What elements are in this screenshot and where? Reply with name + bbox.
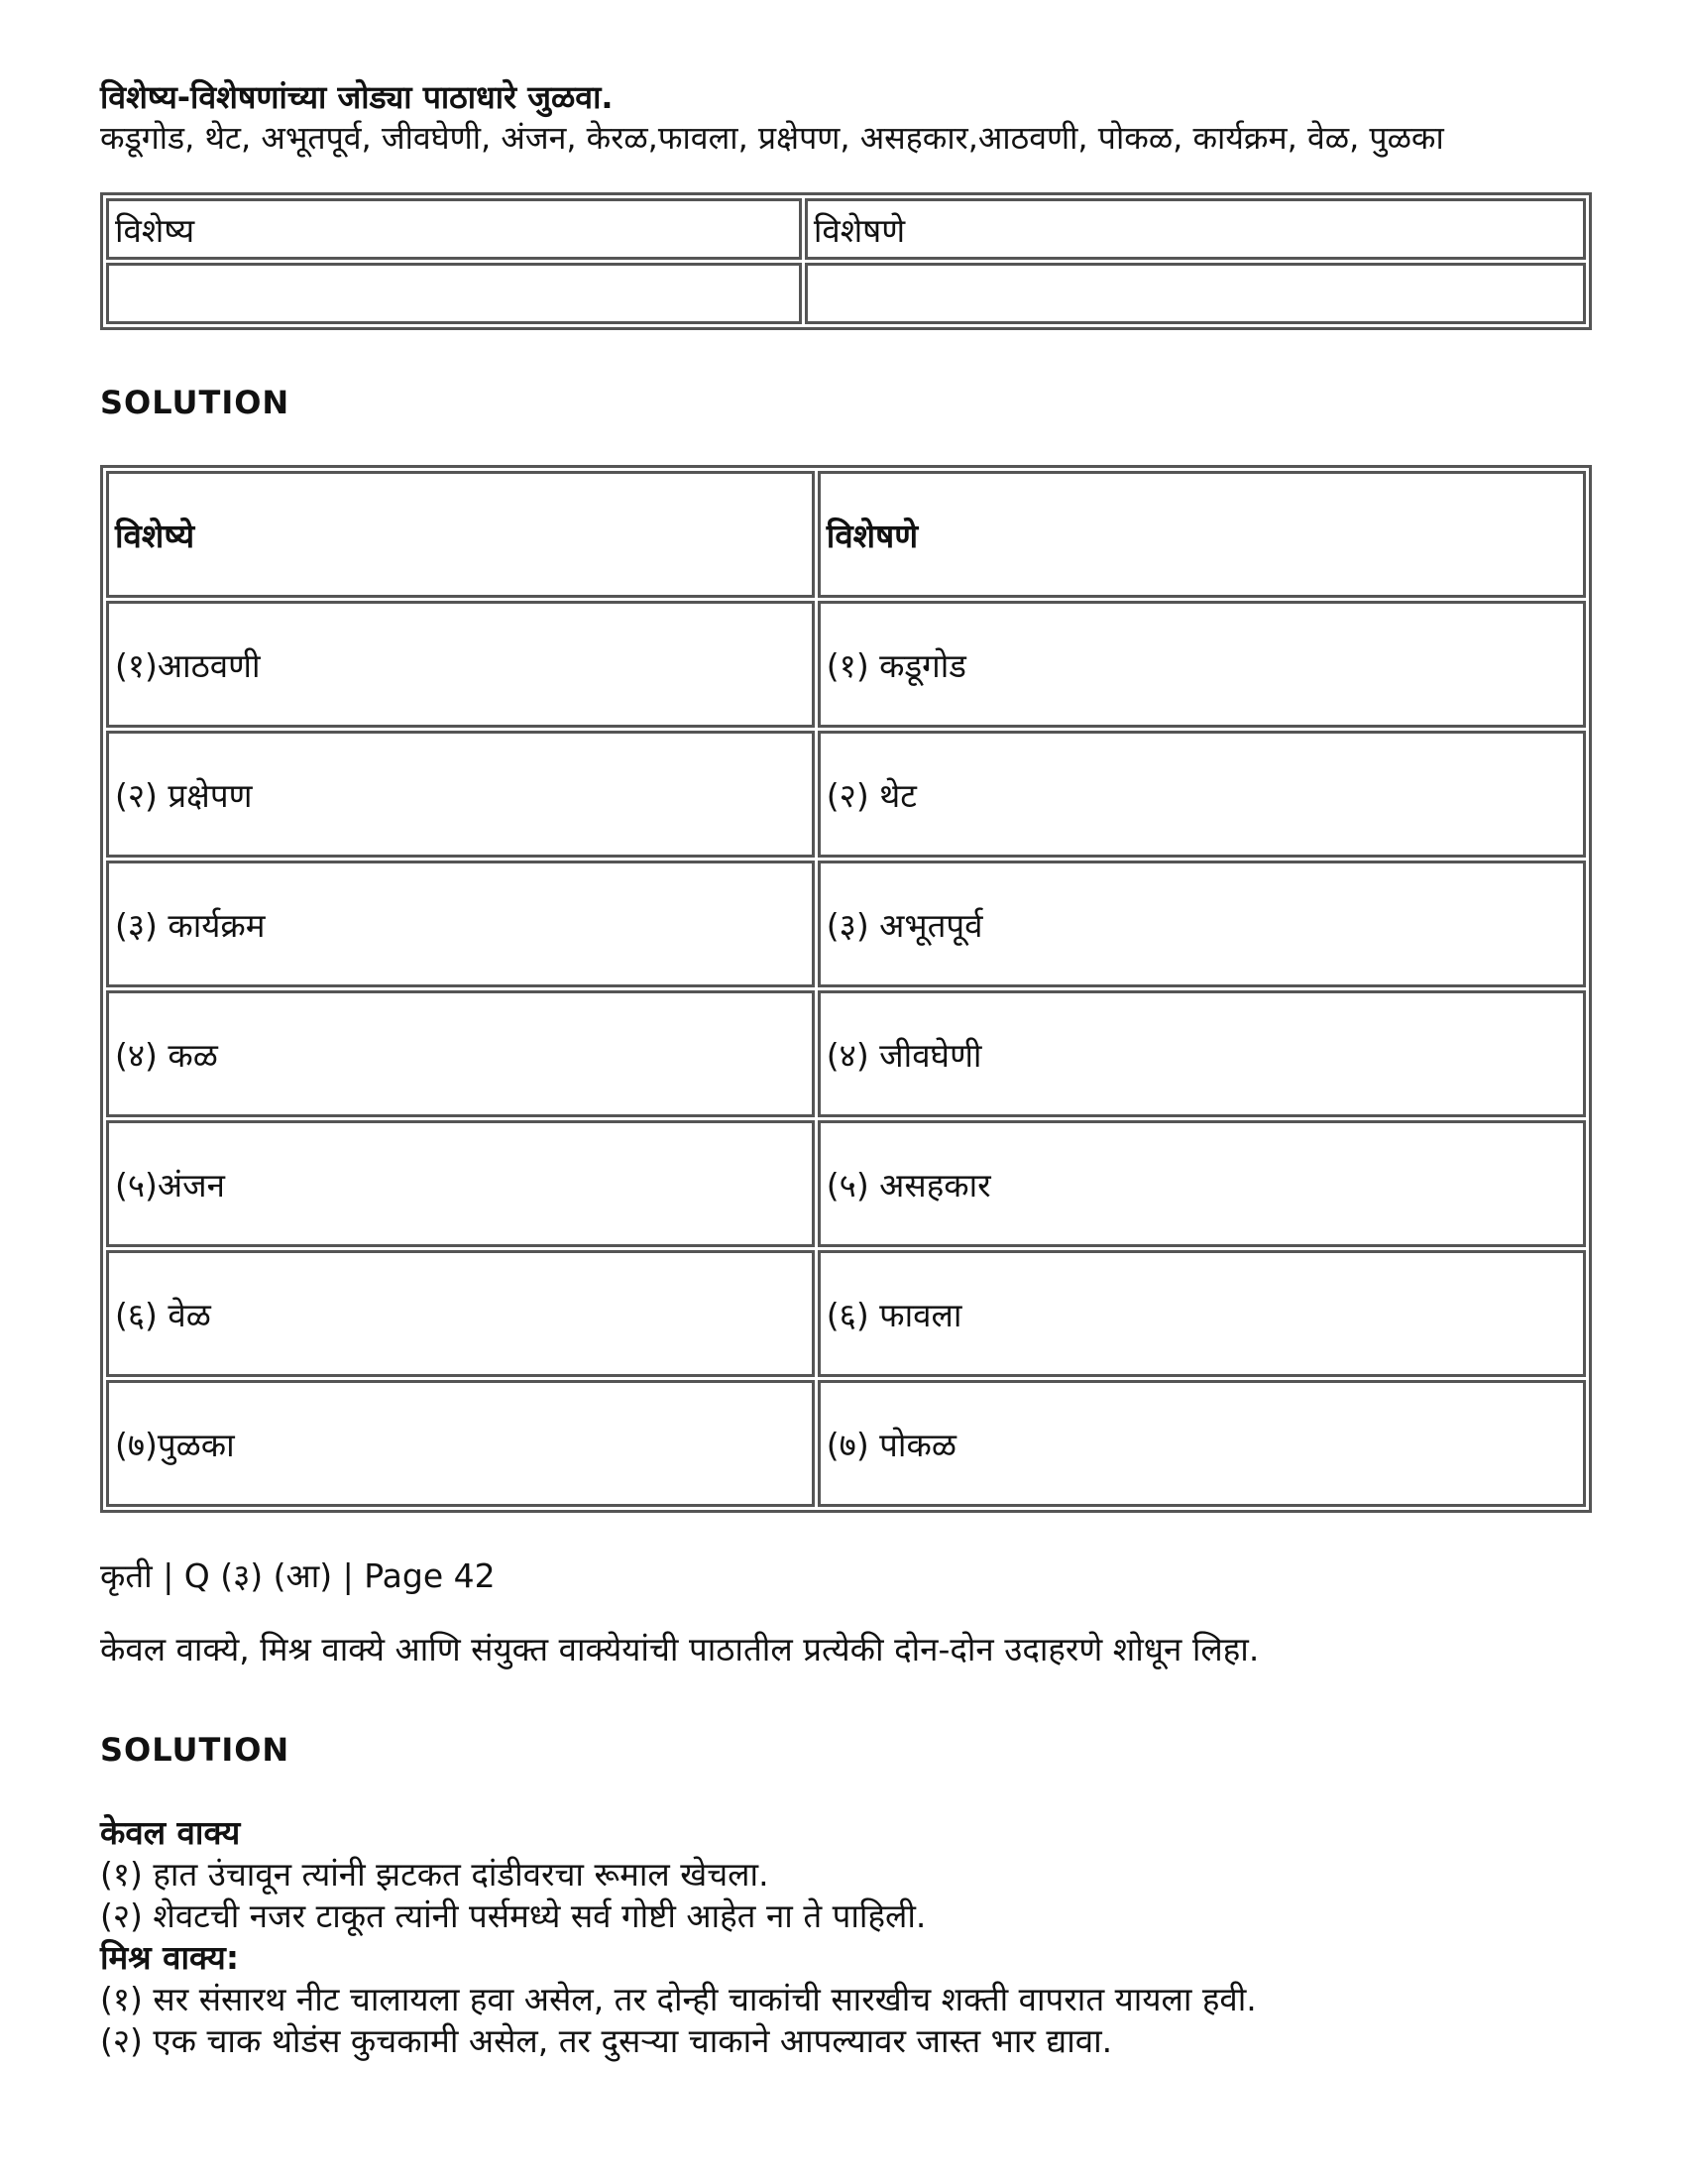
list-item: (२) एक चाक थोडंस कुचकामी असेल, तर दुसऱ्या चाकाने आपल्यावर जास्त भार द्यावा. [100, 2021, 1113, 2060]
table-cell: (४) कळ [106, 990, 815, 1117]
table-cell-empty [805, 263, 1586, 324]
table-cell: (७) पोकळ [818, 1380, 1586, 1507]
table-cell: (५) असहकार [818, 1120, 1586, 1247]
table-cell: (१)आठवणी [106, 601, 815, 728]
table-cell: (१) कडूगोड [818, 601, 1586, 728]
solution-table [100, 465, 1592, 1513]
section-heading-mishra: मिश्र वाक्य: [100, 1938, 240, 1977]
table-header-row [106, 471, 1586, 598]
list-item: (१) सर संसारथ नीट चालायला हवा असेल, तर दोन्ही चाकांची सारखीच शक्ती वापरात यायला हवी. [100, 1980, 1257, 2018]
table-cell: (५)अंजन [106, 1120, 815, 1247]
table-row [106, 990, 1586, 1117]
question-word-list: कडूगोड, थेट, अभूतपूर्व, जीवघेणी, अंजन, केरळ,फावला, प्रक्षेपण, असहकार,आठवणी, पोकळ, कार्यक्रम, वेळ, पुळका [100, 119, 1444, 157]
table-cell: (४) जीवघेणी [818, 990, 1586, 1117]
table-header-cell: विशेष्ये [106, 471, 815, 598]
table-cell: (६) फावला [818, 1250, 1586, 1377]
table-cell: (६) वेळ [106, 1250, 815, 1377]
table-row [106, 263, 1586, 324]
table-cell: (२) प्रक्षेपण [106, 731, 815, 858]
table-header-cell: विशेषणे [805, 198, 1586, 260]
table-row [106, 1120, 1586, 1247]
list-item: (२) शेवटची नजर टाकूत त्यांनी पर्समध्ये सर्व गोष्टी आहेत ना ते पाहिली. [100, 1897, 927, 1935]
solution-label: SOLUTION [100, 384, 290, 421]
question-reference: कृती | Q (३) (आ) | Page 42 [100, 1556, 496, 1595]
table-cell: (३) कार्यक्रम [106, 861, 815, 987]
table-cell: (२) थेट [818, 731, 1586, 858]
question-table [100, 192, 1592, 330]
table-cell: (३) अभूतपूर्व [818, 861, 1586, 987]
document-page [100, 77, 1587, 2062]
solution-label: SOLUTION [100, 1731, 290, 1769]
table-cell-empty [106, 263, 802, 324]
section-heading-kewal: केवल वाक्य [100, 1813, 241, 1852]
list-item: (१) हात उंचावून त्यांनी झटकत दांडीवरचा रूमाल खेचला. [100, 1855, 769, 1894]
table-header-cell: विशेषणे [818, 471, 1586, 598]
question-title: विशेष्य-विशेषणांच्या जोड्या पाठाधारे जुळवा. [100, 78, 614, 116]
table-row [106, 1380, 1586, 1507]
question-instruction: केवल वाक्ये, मिश्र वाक्ये आणि संयुक्त वाक्येयांची पाठातील प्रत्येकी दोन-दोन उदाहरणे शोधून लिहा. [100, 1630, 1260, 1668]
table-row [106, 1250, 1586, 1377]
table-row [106, 601, 1586, 728]
table-header-cell: विशेष्य [106, 198, 802, 260]
table-row [106, 198, 1586, 260]
table-row [106, 861, 1586, 987]
table-row [106, 731, 1586, 858]
table-cell: (७)पुळका [106, 1380, 815, 1507]
